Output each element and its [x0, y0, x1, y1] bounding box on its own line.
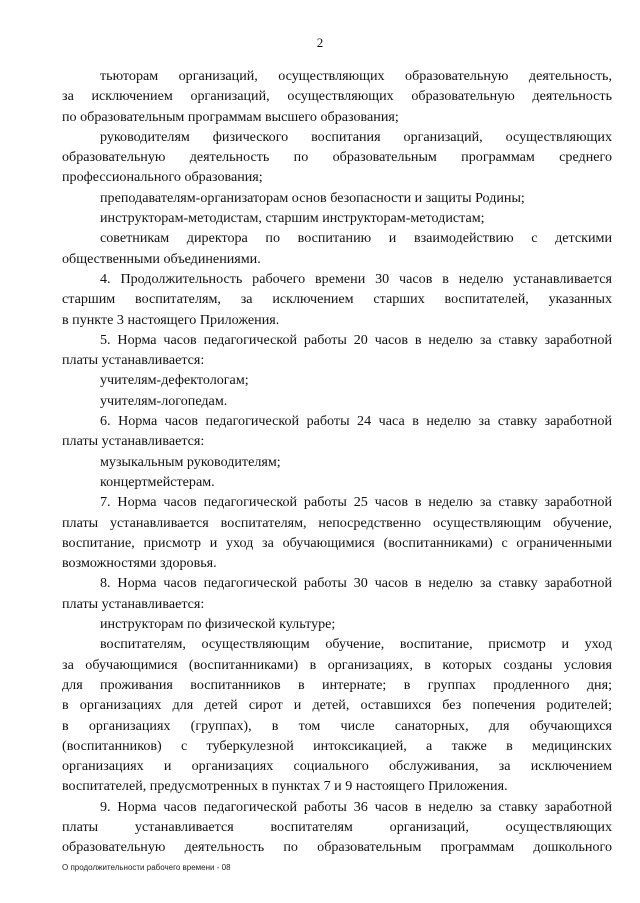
- paragraph-7: [62, 492, 612, 573]
- text-line: образовательную деятельность по образовательным программам среднего: [62, 149, 612, 166]
- text-line: музыкальным руководителям;: [100, 453, 281, 470]
- text-line: воспитателей, предусмотренных в пунктах 7 и 9 настоящего Приложения.: [62, 778, 508, 795]
- text-line: 8. Норма часов педагогической работы 30 часов в неделю за ставку заработной: [100, 575, 612, 592]
- text-line: 5. Норма часов педагогической работы 20 часов в неделю за ставку заработной: [100, 331, 612, 348]
- text-line: организациях и организациях социального обслуживания, за исключением: [62, 758, 612, 775]
- text-line: воспитателям, осуществляющим обучение, воспитание, присмотр и уход: [100, 636, 612, 653]
- text-line: инструкторам по физической культуре;: [100, 616, 336, 633]
- text-line: профессионального образования;: [62, 169, 263, 186]
- text-line: руководителям физического воспитания организаций, осуществляющих: [100, 128, 612, 145]
- text-line: 4. Продолжительность рабочего времени 30 часов в неделю устанавливается: [100, 270, 612, 287]
- paragraph-tutors: [62, 66, 612, 127]
- text-line: по образовательным программам высшего образования;: [62, 108, 399, 125]
- text-line: возможностями здоровья.: [62, 555, 217, 572]
- text-line: концертмейстерам.: [100, 473, 215, 490]
- text-line: советникам директора по воспитанию и взаимодействию с детскими: [100, 230, 612, 247]
- text-line: в организациях (группах), в том числе санаторных, для обучающихся: [62, 717, 612, 734]
- text-line: образовательную деятельность по образовательным программам дошкольного: [62, 839, 612, 856]
- text-line: (воспитанников) с туберкулезной интоксикацией, а также в медицинских: [62, 737, 612, 754]
- text-line: в организациях для детей сирот и детей, оставшихся без попечения родителей;: [62, 697, 612, 714]
- paragraph-9: [62, 797, 612, 858]
- text-line: 6. Норма часов педагогической работы 24 часа в неделю за ставку заработной: [100, 413, 612, 430]
- text-line: за обучающимися (воспитанниками) в организациях, в которых созданы условия: [62, 656, 612, 673]
- text-line: платы устанавливается воспитателям, непосредственно осуществляющим обучение,: [62, 514, 612, 531]
- text-line: инструкторам-методистам, старшим инструкторам-методистам;: [100, 210, 485, 227]
- text-line: учителям-дефектологам;: [100, 372, 249, 389]
- text-line: платы устанавливается:: [62, 433, 205, 450]
- text-line: тьюторам организаций, осуществляющих образовательную деятельность,: [100, 68, 612, 84]
- paragraph-phys-ed: [62, 127, 612, 188]
- document-body: [62, 66, 612, 858]
- paragraph-8: [62, 573, 612, 796]
- text-line: для проживания воспитанников в интернате; в группах продленного дня;: [62, 676, 612, 693]
- paragraph-4: [62, 269, 612, 330]
- text-line: преподавателям-организаторам основ безопасности и защиты Родины;: [100, 189, 525, 206]
- text-line: учителям-логопедам.: [100, 392, 228, 409]
- text-line: общественными объединениями.: [62, 250, 261, 267]
- paragraph-6: [62, 411, 612, 492]
- paragraph-obzr: [62, 188, 612, 208]
- page-number: 2: [316, 35, 324, 50]
- paragraph-advisors: [62, 228, 612, 269]
- text-line: 9. Норма часов педагогической работы 36 часов в неделю за ставку заработной: [100, 798, 612, 815]
- paragraph-5: [62, 330, 612, 411]
- text-line: платы устанавливается:: [62, 595, 205, 612]
- text-line: за исключением организаций, осуществляющих образовательную деятельность: [62, 88, 612, 105]
- text-line: 7. Норма часов педагогической работы 25 часов в неделю за ставку заработной: [100, 494, 612, 511]
- text-line: воспитание, присмотр и уход за обучающимися (воспитанниками) с ограниченными: [62, 534, 612, 551]
- paragraph-instructors: [62, 208, 612, 228]
- text-line: платы устанавливается:: [62, 352, 205, 369]
- text-line: в пункте 3 настоящего Приложения.: [62, 311, 280, 328]
- text-line: старшим воспитателям, за исключением старших воспитателей, указанных: [62, 291, 612, 308]
- footer-doc-title: О продолжительности рабочего времени - 08: [62, 863, 231, 872]
- text-line: платы устанавливается воспитателям организаций, осуществляющих: [62, 818, 612, 835]
